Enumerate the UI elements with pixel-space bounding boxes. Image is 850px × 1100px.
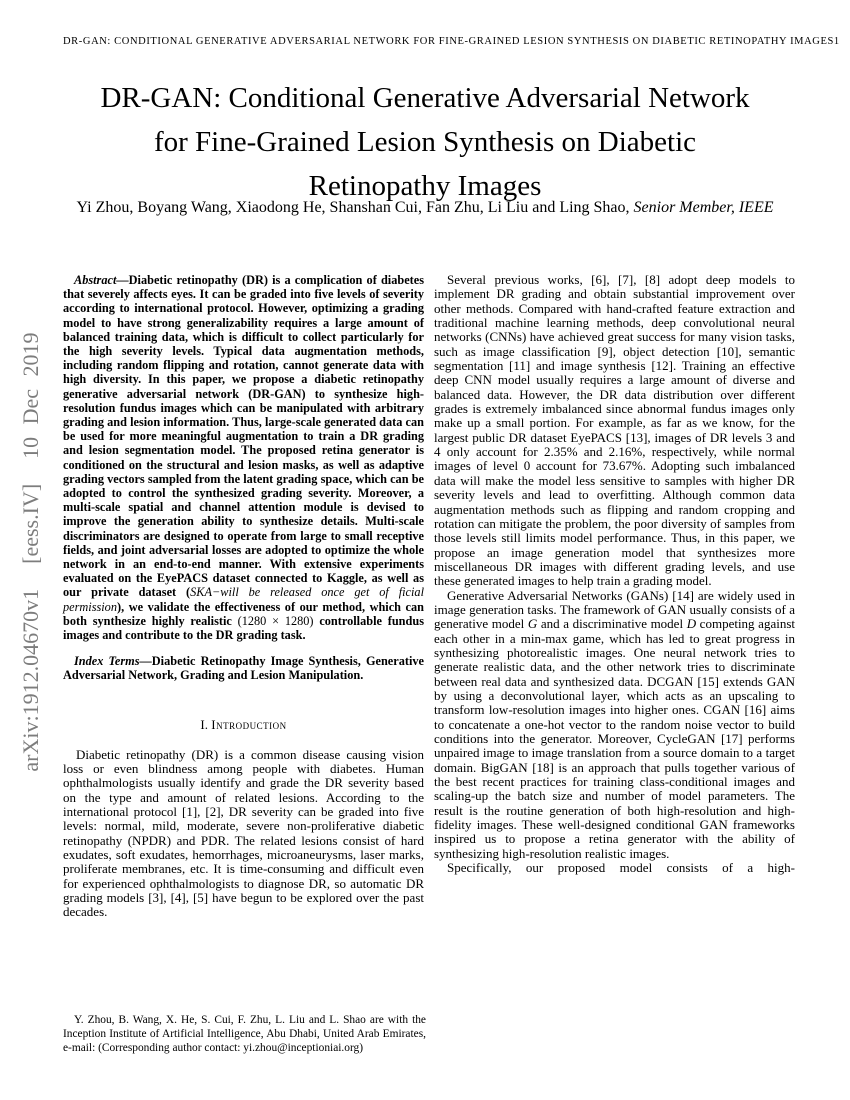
right-paragraph-2-text-1: Generative Adversarial Networks (GANs) [14] are widely used in image generation tasks. The framework of GAN usually consists of a generative model bbox=[434, 587, 795, 632]
abstract-paragraph bbox=[63, 273, 424, 642]
running-header bbox=[63, 36, 840, 47]
section-heading-introduction bbox=[63, 717, 424, 733]
abstract-label: Abstract— bbox=[74, 273, 129, 287]
right-column bbox=[434, 273, 795, 920]
page-number: 1 bbox=[833, 36, 840, 47]
author-footnote: Y. Zhou, B. Wang, X. He, S. Cui, F. Zhu, L. Liu and L. Shao are with the Inception Institute of Artificial Intelligence, Abu Dhabi, United Arab Emirates, e-mail: (Corresponding author contact: yi.zhou@inceptioniai.org) bbox=[63, 1014, 426, 1054]
paper-title: DR-GAN: Conditional Generative Adversarial Network for Fine-Grained Lesion Synthesis on Diabetic Retinopathy Images bbox=[100, 82, 750, 202]
author-line bbox=[40, 199, 810, 217]
discriminator-symbol: D bbox=[686, 616, 697, 632]
index-terms-text: Diabetic Retinopathy Image Synthesis, Generative Adversarial Network, Grading and Lesion Manipulation. bbox=[63, 654, 424, 683]
author-membership: Senior Member, IEEE bbox=[633, 199, 774, 216]
right-paragraph-2-text-2: and a discriminative model bbox=[537, 616, 687, 632]
intro-paragraph-1: Diabetic retinopathy (DR) is a common disease causing vision loss or even blindness among people with diabetes. Human ophthalmologists usually identify and grade the DR severity based on the type and amount of related lesions. According to the international protocol [1], [2], DR severity can be graded into five levels: normal, mild, moderate, severe non-proliferative diabetic retinopathy (NPDR) and PDR. The related lesions consist of hard exudates, soft exudates, hemorrhages, microaneurysms, laser marks, proliferate membranes, etc. It is time-consuming and difficult even for experienced ophthalmologists to diagnose DR, so automatic DR grading models [3], [4], [5] have begun to be explored over the past decades. bbox=[63, 746, 424, 920]
generator-symbol: G bbox=[527, 616, 538, 632]
abstract-resolution: (1280 × 1280) bbox=[237, 613, 314, 628]
right-paragraph-1: Several previous works, [6], [7], [8] adopt deep models to implement DR grading and obtain substantial improvement over other methods. Compared with hand-crafted feature extraction and traditional machine learning methods, deep convolutional neural networks (CNNs) have achieved great success for many vision tasks, such as image classification [9], object detection [10], semantic segmentation [11] and image synthesis [12]. Training an effective deep CNN model usually requires a large amount of diverse and balanced data. However, the DR data distribution over different grades is extremely imbalanced since abnormal fundus images only make up a small portion. For example, as far as we know, for the largest public DR dataset EyePACS [13], images of DR levels 3 and 4 only account for 2.35% and 2.16%, respectively, while normal images of level 0 account for 73.67%. Adopting such imbalanced data will make the model less sensitive to samples with higher DR severity levels and lead to overfitting. Although common data augmentation methods such as flipping and random cropping and rotation can mitigate the problem, the poor diversity of samples from those levels still limits model performance. Thus, in this paper, we propose an image generation model that synthesizes more miscellaneous DR images with different grading levels, and use these generated images to help train a grading model. bbox=[434, 272, 795, 589]
section-number: I. bbox=[200, 716, 208, 732]
section-title: Introduction bbox=[211, 716, 287, 732]
left-column bbox=[63, 273, 424, 920]
right-paragraph-2 bbox=[434, 589, 795, 862]
index-terms bbox=[63, 654, 424, 682]
abstract-ska-note: SKA−will be released once get of ficial permission bbox=[63, 585, 424, 614]
two-column-body bbox=[63, 273, 795, 920]
index-terms-label: Index Terms— bbox=[74, 654, 152, 669]
right-paragraph-2-text-3: competing against each other in a min-max game, which has led to great progress in synthesizing photorealistic images. One neural network tries to generate realistic data, and the other network tries to discriminate between real data and synthesized data. DCGAN [15] extends GAN by using a deconvolutional layer, which acts as an upscaling to transform low-resolution images into higher ones. CGAN [16] aims to concatenate a one-hot vector to the random noise vector to build conditions into the generator. Moreover, CycleGAN [17] performs unpaired image to image translation from a source domain to a target domain. BigGAN [18] is an approach that pulls together various of the best recent practices for training class-conditional images and scaling-up the batch size and number of model parameters. The result is the routine generation of both high-resolution and high-fidelity images. These well-designed conditional GAN frameworks inspired us to propose a retina generator with the ability of synthesizing high-resolution realistic images. bbox=[434, 616, 795, 861]
author-names: Yi Zhou, Boyang Wang, Xiaodong He, Shanshan Cui, Fan Zhu, Li Liu and Ling Shao, bbox=[76, 199, 634, 216]
abstract-text-3: controllable fundus images and contribute to the DR grading task. bbox=[63, 613, 424, 643]
running-title: DR-GAN: CONDITIONAL GENERATIVE ADVERSARIAL NETWORK FOR FINE-GRAINED LESION SYNTHESIS ON DIABETIC RETINOPATHY IMAGES bbox=[63, 36, 834, 47]
abstract-text-2: ), we validate the effectiveness of our method, which can both synthesize highly realistic bbox=[63, 599, 424, 628]
right-paragraph-3: Specifically, our proposed model consists of a high- bbox=[447, 860, 795, 876]
abstract-text-1: Diabetic retinopathy (DR) is a complication of diabetes that severely affects eyes. It can be graded into five levels of severity according to international protocol. However, optimizing a grading model to have strong generalizability requires a large amount of balanced training data, which is difficult to collect particularly for the high severity levels. Typical data augmentation methods, including random flipping and rotation, cannot generate data with high diversity. In this paper, we propose a diabetic retinopathy generative adversarial network (DR-GAN) to synthesize high-resolution fundus images which can be manipulated with arbitrary grading and lesion information. Thus, large-scale generated data can be used for more meaningful augmentation to train a DR grading and lesion segmentation model. The proposed retina generator is conditioned on the structural and lesion masks, as well as adaptive grading vectors sampled from the latent grading space, which can be adopted to control the synthesized grading severity. Moreover, a multi-scale spatial and channel attention module is devised to improve the generation ability to synthesize details. Multi-scale discriminators are designed to operate from large to small receptive fields, and joint adversarial losses are adopted to optimize the whole network in an end-to-end manner. With extensive experiments evaluated on the EyePACS dataset connected to Kaggle, as well as our private dataset ( bbox=[63, 273, 424, 600]
arxiv-watermark: arXiv:1912.04670v1 [eess.IV] 10 Dec 2019 bbox=[18, 332, 43, 772]
